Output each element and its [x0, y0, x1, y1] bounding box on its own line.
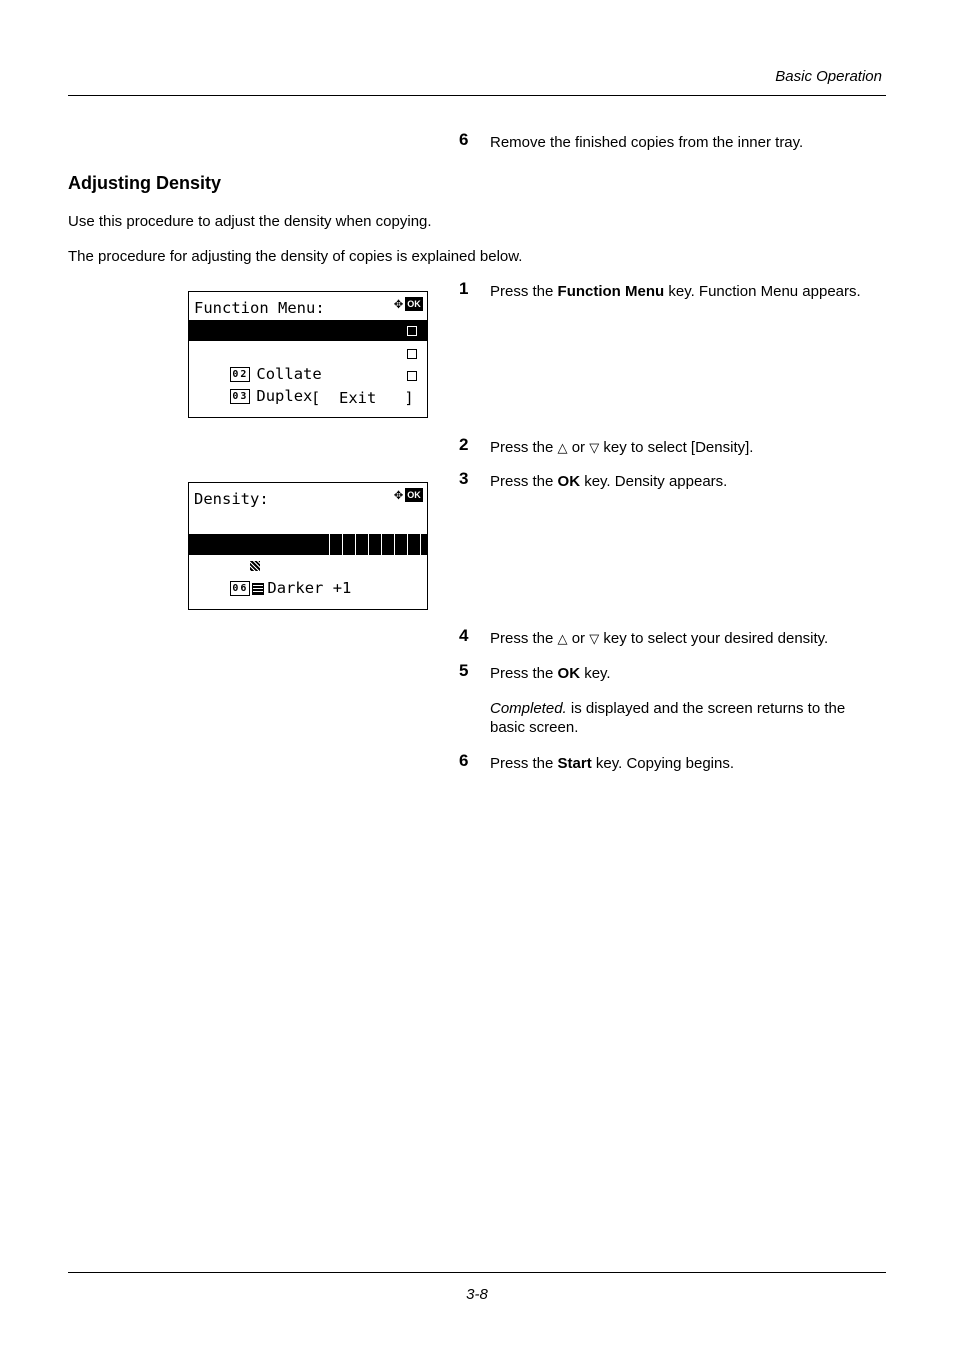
checkbox-icon — [407, 349, 417, 359]
step-number: 1 — [459, 279, 469, 298]
key-name: OK — [557, 473, 581, 490]
checkbox-icon — [407, 326, 417, 336]
step-text: Press the OK key. Density appears. — [490, 473, 728, 490]
step-5-note: Completed. is displayed and the screen returns to the basic screen. — [490, 700, 846, 736]
page-number: 3-8 — [466, 1286, 488, 1303]
four-way-arrow-icon: ✥ — [393, 294, 403, 312]
lcd-row-label: Duplex — [256, 387, 313, 405]
step-text: Press the △ or ▽ key to select [Density]. — [490, 439, 754, 456]
lcd-title: Density: — [194, 490, 269, 508]
intro-paragraph-2: The procedure for adjusting the density of copies is explained below. — [68, 248, 523, 265]
key-name: Start — [557, 755, 592, 772]
lcd-row-label: Collate — [256, 365, 322, 383]
status-message: Completed. — [490, 700, 567, 717]
lcd-row-label: Darker +1 — [267, 579, 352, 597]
section-title: Adjusting Density — [68, 173, 222, 193]
step-number: 4 — [459, 626, 469, 645]
down-key-icon: ▽ — [589, 631, 600, 646]
step-number: 6 — [459, 751, 469, 770]
item-number-badge: 06 — [232, 583, 249, 594]
selection-highlight-pattern — [317, 534, 427, 555]
step-number: 6 — [459, 130, 469, 149]
step-number: 5 — [459, 661, 469, 680]
running-header: Basic Operation — [775, 68, 882, 85]
lcd-row-paper-selection — [189, 320, 427, 360]
lcd-row-label: Paper Selection — [256, 342, 397, 360]
step-text: Press the OK key. — [490, 665, 611, 682]
lcd-softkey-exit: [ Exit ] — [311, 389, 414, 407]
lcd-function-menu — [188, 291, 428, 418]
down-key-icon: ▽ — [589, 440, 600, 455]
four-way-arrow-icon: ✥ — [393, 485, 403, 503]
intro-paragraph-1: Use this procedure to adjust the density when copying. — [68, 213, 432, 230]
lcd-row-lighter — [189, 511, 427, 532]
step-text: Press the Function Menu key. Function Menu appears. — [490, 283, 861, 300]
step-text: Remove the finished copies from the inner tray. — [490, 134, 804, 151]
item-number-badge: 02 — [232, 369, 249, 380]
key-name: OK — [557, 665, 581, 682]
step-text: Press the △ or ▽ key to select your desired density. — [490, 630, 829, 647]
lcd-row-normal — [189, 534, 427, 573]
item-number-badge: 03 — [232, 391, 249, 402]
step-text: Press the Start key. Copying begins. — [490, 755, 735, 772]
lcd-row-darker — [189, 557, 427, 597]
footer-rule — [68, 1272, 886, 1273]
item-number-badge: 05 — [228, 560, 245, 571]
step-number: 2 — [459, 435, 469, 454]
lcd-density — [188, 482, 428, 610]
key-name: Function Menu — [557, 283, 665, 300]
item-number-badge: 01 — [232, 346, 249, 357]
checkbox-icon — [407, 371, 417, 381]
lcd-row-label: Normal 0 — [263, 557, 332, 573]
lcd-title: Function Menu: — [194, 299, 325, 317]
up-key-icon: △ — [557, 440, 568, 455]
up-key-icon: △ — [557, 631, 568, 646]
lcd-row-collate — [189, 343, 427, 383]
ok-key-icon: OK — [405, 488, 423, 502]
header-rule — [68, 95, 886, 96]
ok-key-icon: OK — [405, 297, 423, 311]
step-number: 3 — [459, 469, 469, 488]
density-dark-icon — [252, 583, 264, 595]
